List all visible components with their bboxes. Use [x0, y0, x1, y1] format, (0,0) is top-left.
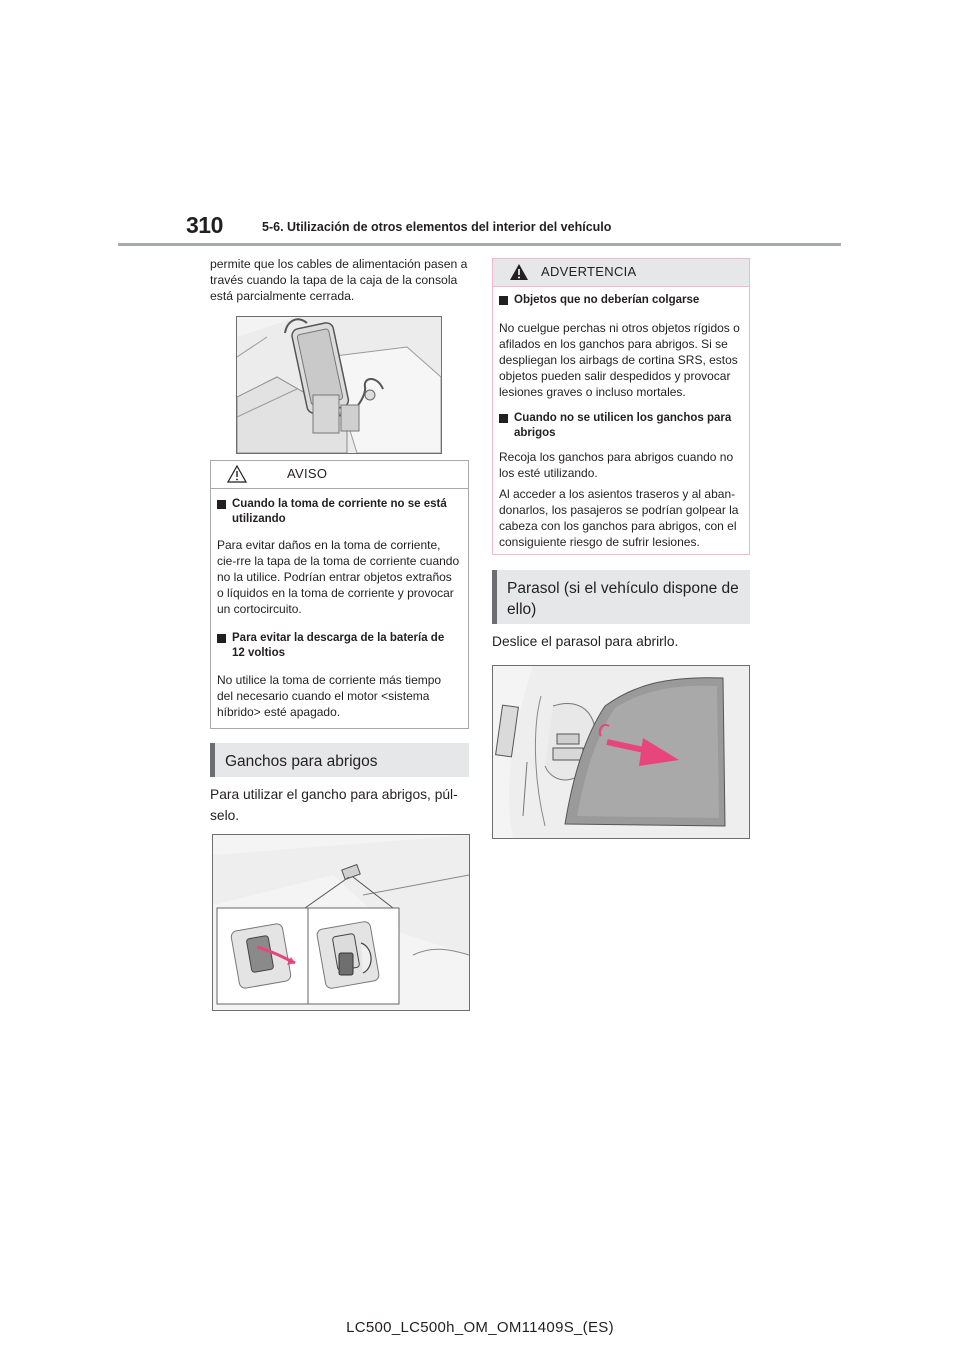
- coat-hooks-text: Para utilizar el gancho para abrigos, púl-selo.: [210, 787, 458, 823]
- section-title: 5-6. Utilización de otros elementos del interior del vehículo: [262, 220, 612, 234]
- warning-header: [493, 259, 749, 287]
- warning-item-body: Recoja los ganchos para abrigos cuando no los esté utilizando.: [499, 450, 734, 480]
- notice-heading: AVISO: [287, 466, 328, 481]
- notice-item-body: Para evitar daños en la toma de corriente, cie-rre la tapa de la toma de corriente cuando no la utilice. Podrían entrar objetos extraños o líquidos en la toma de corriente y provocar un cortocircuito.: [217, 538, 460, 616]
- console-figure: [236, 316, 442, 454]
- warning-box: [492, 258, 750, 555]
- section-heading-sunshade: Parasol (si el vehículo dispone de ello): [492, 570, 750, 624]
- warning-item-title: Objetos que no deberían colgarse: [499, 293, 741, 308]
- warning-outline-icon: [227, 465, 247, 488]
- header-rule: [118, 243, 841, 246]
- bullet-square-icon: [217, 500, 226, 509]
- document-code: LC500_LC500h_OM_OM11409S_(ES): [346, 1319, 614, 1336]
- notice-item-body: No utilice la toma de corriente más tiempo del necesario cuando el motor <sistema híbrido> esté apagado.: [217, 673, 442, 719]
- warning-item-title: Cuando no se utilicen los ganchos para abrigos: [499, 411, 741, 441]
- notice-box: [210, 460, 469, 729]
- warning-item-body: Al acceder a los asientos traseros y al aban-donarlos, los pasajeros se podrían golpear la cabeza con los ganchos para abrigos, con el consiguiente riesgo de sufrir lesiones.: [499, 487, 739, 549]
- intro-text: permite que los cables de alimentación pasen a través cuando la tapa de la caja de la consola está parcialmente cerrada.: [210, 257, 468, 303]
- bullet-square-icon: [217, 634, 226, 643]
- bullet-square-icon: [499, 414, 508, 423]
- notice-item-title: Cuando la toma de corriente no se está utilizando: [217, 497, 460, 527]
- bullet-square-icon: [499, 296, 508, 305]
- notice-header: [211, 461, 468, 489]
- page-number: 310: [186, 212, 223, 238]
- notice-item-title: Para evitar la descarga de la batería de 12 voltios: [217, 631, 460, 661]
- coat-hook-figure: [212, 834, 470, 1011]
- section-heading-coat-hooks: Ganchos para abrigos: [210, 743, 469, 777]
- warning-filled-icon: [509, 263, 529, 286]
- sunshade-text: Deslice el parasol para abrirlo.: [492, 634, 679, 649]
- warning-item-body: No cuelgue perchas ni otros objetos rígidos o afilados en los ganchos para abrigos. Si se despliegan los airbags de cortina SRS, estos objetos pueden salir despedidos y provocar lesiones graves o incluso mortales.: [499, 321, 740, 399]
- warning-heading: ADVERTENCIA: [541, 264, 637, 279]
- sunshade-figure: [492, 665, 750, 839]
